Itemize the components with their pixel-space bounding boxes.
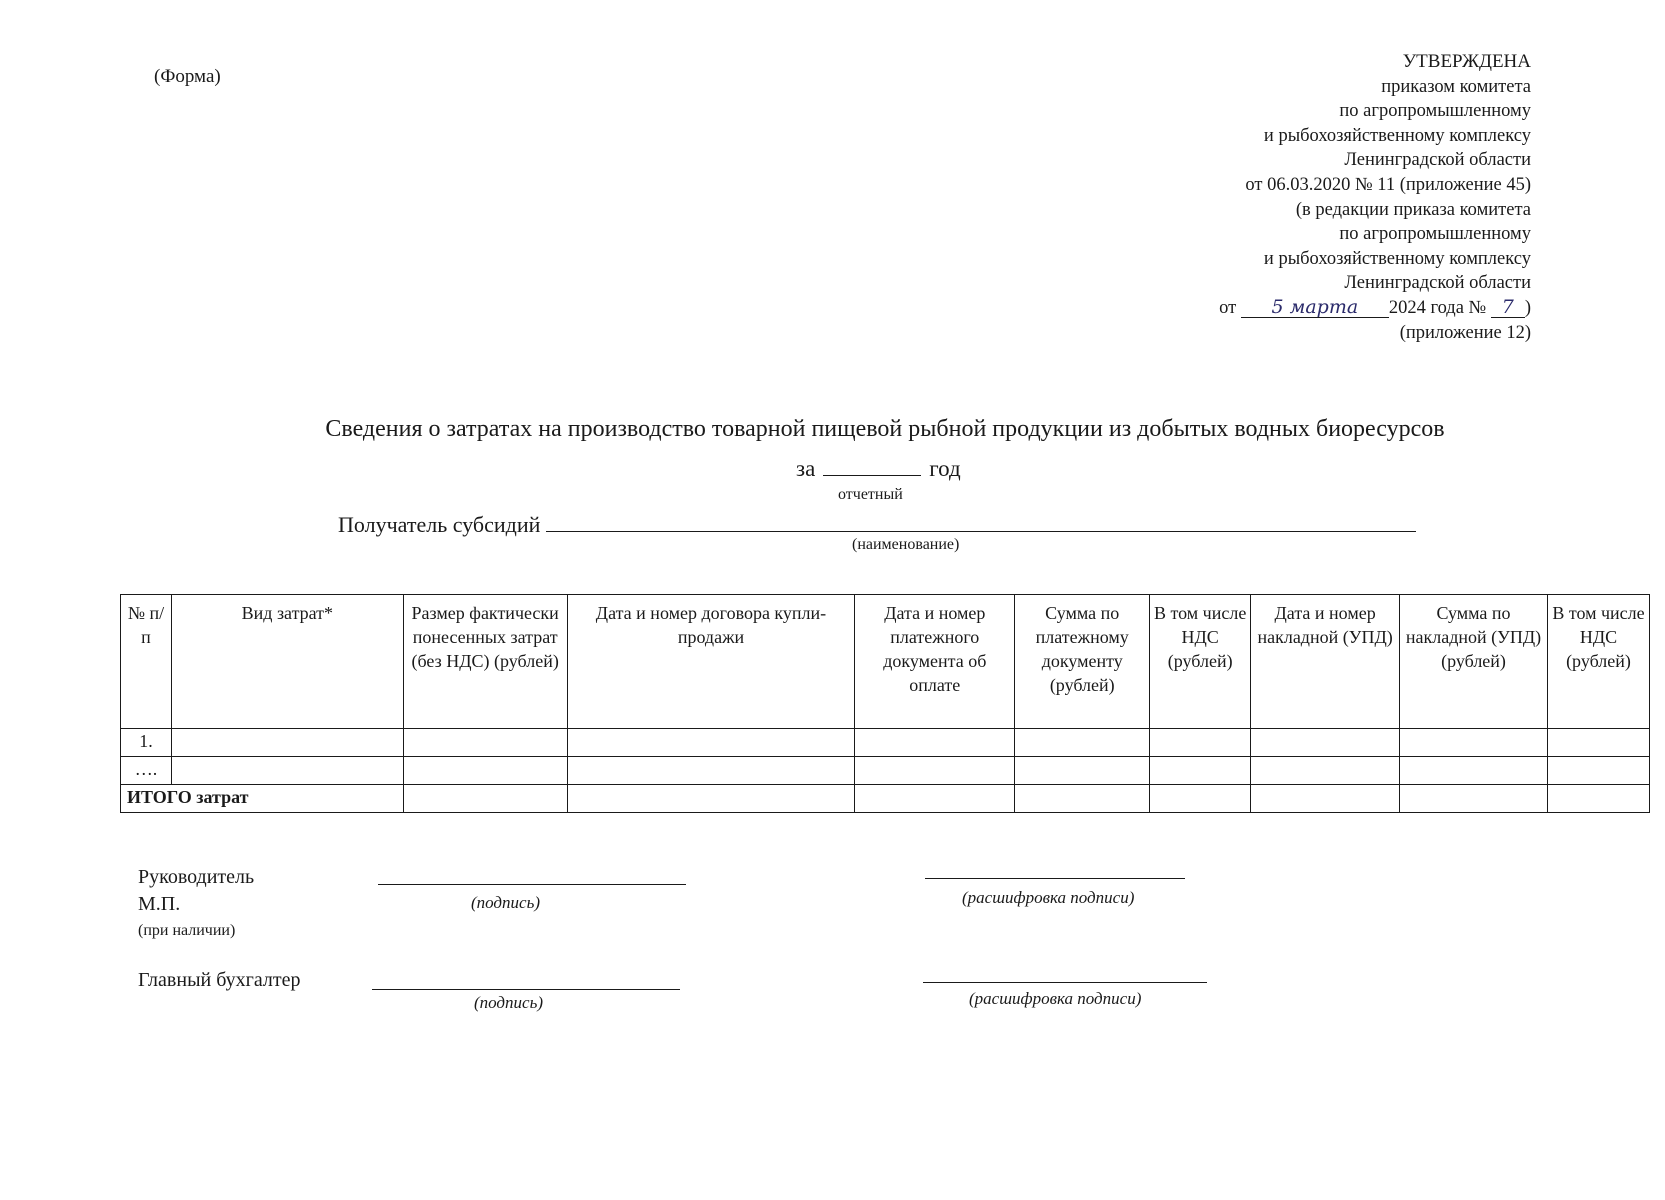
approval-block	[1219, 50, 1531, 345]
total-cell[interactable]	[1015, 785, 1150, 813]
approval-line: от 06.03.2020 № 11 (приложение 45)	[1245, 174, 1531, 195]
table-cell[interactable]	[1400, 729, 1548, 757]
stamp-note: (при наличии)	[138, 922, 236, 939]
col-header-payment-sum: Сумма по платежному документу (рублей)	[1015, 595, 1150, 729]
table-cell[interactable]	[1251, 729, 1400, 757]
table-cell[interactable]	[403, 757, 567, 785]
total-cell[interactable]	[1150, 785, 1251, 813]
col-header-number: № п/п	[121, 595, 172, 729]
accountant-signature-hint: (подпись)	[474, 993, 543, 1012]
amendment-number-handwritten: 7	[1491, 297, 1525, 318]
table-cell[interactable]	[1547, 729, 1649, 757]
table-cell[interactable]	[1150, 757, 1251, 785]
document-title: Сведения о затратах на производство товарной пищевой рыбной продукции из добытых водных биоресурсов	[325, 416, 1445, 442]
year-suffix: год	[929, 456, 961, 481]
recipient-hint: (наименование)	[852, 536, 960, 553]
table-cell[interactable]	[567, 729, 855, 757]
head-signature-line[interactable]	[378, 884, 686, 885]
approval-line: и рыбохозяйственному комплексу	[1263, 125, 1531, 146]
recipient-blank[interactable]	[546, 511, 1416, 532]
total-label: ИТОГО затрат	[121, 785, 404, 813]
total-row	[121, 785, 1650, 813]
report-year-line	[796, 456, 961, 482]
approval-appendix: (приложение 12)	[1399, 322, 1531, 343]
approval-line: и рыбохозяйственному комплексу	[1263, 248, 1531, 269]
table-cell[interactable]	[171, 729, 403, 757]
table-cell[interactable]	[1547, 757, 1649, 785]
total-cell[interactable]	[567, 785, 855, 813]
col-header-payment-doc: Дата и номер платежного документа об оплате	[855, 595, 1015, 729]
table-cell[interactable]	[1150, 729, 1251, 757]
year-hint: отчетный	[838, 486, 903, 503]
total-cell[interactable]	[1547, 785, 1649, 813]
table-row	[121, 757, 1650, 785]
table-cell[interactable]	[1400, 757, 1548, 785]
table-cell[interactable]	[1015, 729, 1150, 757]
col-header-actual-costs: Размер фактически понесенных затрат (без НДС) (рублей)	[403, 595, 567, 729]
amendment-close: )	[1524, 297, 1531, 318]
table-row	[121, 729, 1650, 757]
accountant-decode-line[interactable]	[923, 982, 1207, 983]
table-cell[interactable]	[1015, 757, 1150, 785]
table-cell[interactable]	[171, 757, 403, 785]
col-header-invoice-vat: В том числе НДС (рублей)	[1547, 595, 1649, 729]
approval-line: Ленинградской области	[1344, 273, 1531, 294]
year-blank[interactable]	[823, 457, 921, 476]
approval-line: по агропромышленному	[1339, 224, 1531, 245]
recipient-line	[338, 511, 1416, 538]
accountant-label: Главный бухгалтер	[138, 969, 301, 991]
approval-heading: УТВЕРЖДЕНА	[1402, 51, 1531, 72]
total-cell[interactable]	[403, 785, 567, 813]
head-label: Руководитель	[138, 866, 255, 888]
form-label: (Форма)	[154, 66, 221, 87]
stamp-label: М.П.	[138, 893, 181, 915]
accountant-signature-line[interactable]	[372, 989, 680, 990]
head-signature-hint: (подпись)	[471, 893, 540, 912]
col-header-contract: Дата и номер договора купли-продажи	[567, 595, 855, 729]
table-cell[interactable]	[1251, 757, 1400, 785]
table-header-row	[121, 595, 1650, 729]
amendment-date-handwritten: 5 марта	[1241, 297, 1389, 318]
table-cell[interactable]	[855, 757, 1015, 785]
table-cell[interactable]	[855, 729, 1015, 757]
table-cell[interactable]	[403, 729, 567, 757]
col-header-payment-vat: В том числе НДС (рублей)	[1150, 595, 1251, 729]
approval-line: Ленинградской области	[1344, 150, 1531, 171]
recipient-label: Получатель субсидий	[338, 512, 541, 537]
total-cell[interactable]	[1251, 785, 1400, 813]
amendment-line	[1219, 296, 1531, 321]
table-cell[interactable]	[567, 757, 855, 785]
costs-table	[120, 594, 1650, 813]
approval-line: приказом комитета	[1381, 76, 1531, 97]
table-cell: 1.	[121, 729, 172, 757]
head-decode-line[interactable]	[925, 878, 1185, 879]
accountant-decode-hint: (расшифровка подписи)	[969, 989, 1142, 1008]
total-cell[interactable]	[855, 785, 1015, 813]
col-header-cost-type: Вид затрат*	[171, 595, 403, 729]
head-decode-hint: (расшифровка подписи)	[962, 888, 1135, 907]
total-cell[interactable]	[1400, 785, 1548, 813]
amendment-year: 2024 года №	[1388, 297, 1487, 318]
amendment-prefix: от	[1219, 297, 1237, 318]
table-cell: ….	[121, 757, 172, 785]
approval-line: по агропромышленному	[1339, 101, 1531, 122]
approval-line: (в редакции приказа комитета	[1295, 199, 1531, 220]
col-header-invoice-sum: Сумма по накладной (УПД) (рублей)	[1400, 595, 1548, 729]
col-header-invoice: Дата и номер накладной (УПД)	[1251, 595, 1400, 729]
year-prefix: за	[796, 456, 816, 481]
